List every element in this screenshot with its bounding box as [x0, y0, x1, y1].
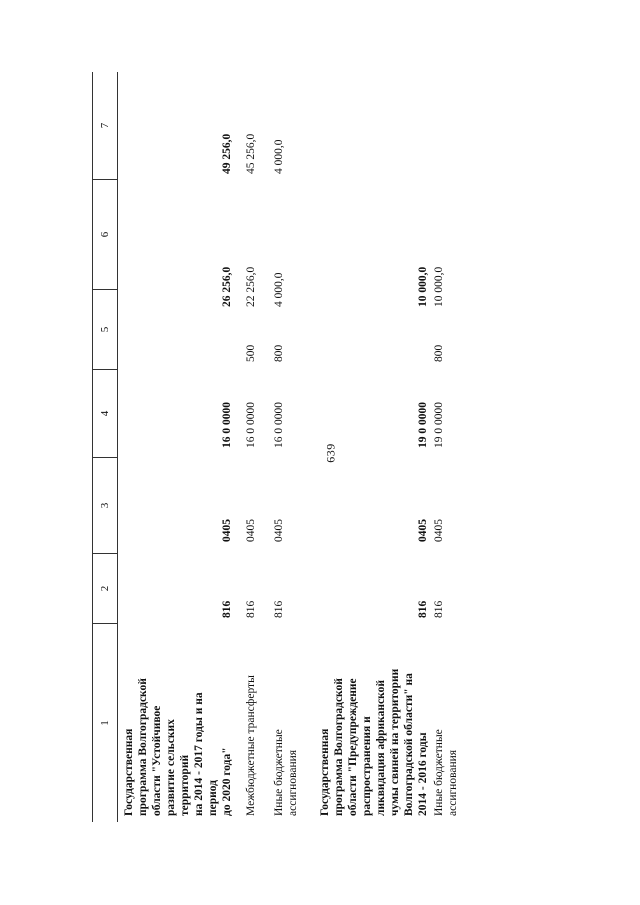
row-name-line: до 2020 года": [221, 747, 233, 816]
row-sum-2: 4 000,0: [273, 139, 285, 174]
row-rzpr: 0405: [433, 519, 445, 542]
row-vr: 800: [433, 344, 445, 362]
row-sum-2: 49 256,0: [221, 133, 233, 174]
row-name: [244, 626, 258, 816]
row-name-line: период: [207, 780, 219, 816]
row-sum-1: 4 000,0: [273, 272, 285, 307]
row-name-line: Волгоградской области" на: [403, 673, 415, 816]
row-rzpr: 0405: [221, 519, 233, 542]
row-vr: 500: [245, 344, 257, 362]
table-row: [244, 72, 258, 822]
row-name-line: Иные бюджетные: [433, 729, 445, 816]
budget-table: [92, 72, 459, 822]
row-csr: 19 0 0000: [433, 402, 445, 448]
column-header-3: 3: [93, 458, 117, 554]
row-rzpr: 0405: [417, 519, 429, 542]
row-name-line: программа Волгоградской: [137, 678, 149, 816]
row-csr: 16 0 0000: [221, 402, 233, 448]
row-sum-1: 22 256,0: [245, 266, 257, 307]
table-row: [318, 72, 430, 822]
table-row: [272, 72, 300, 822]
row-sum-1: 26 256,0: [221, 266, 233, 307]
row-name-line: территорий: [179, 754, 191, 816]
row-name-line: ассигнования: [287, 749, 299, 816]
row-name-line: Межбюджетные трансферты: [245, 675, 257, 816]
row-name-line: ликвидация африканской: [375, 680, 387, 816]
row-sum-2: 45 256,0: [245, 133, 257, 174]
row-rzpr: 0405: [245, 519, 257, 542]
row-vr: 800: [273, 344, 285, 362]
row-name-line: распространения и: [361, 716, 373, 816]
row-name: [318, 626, 430, 816]
row-name-line: 2014 - 2016 годы: [417, 732, 429, 816]
row-rzpr: 0405: [273, 519, 285, 542]
column-header-7: 7: [93, 72, 117, 180]
row-csr: 16 0 0000: [245, 402, 257, 448]
column-header-1: 1: [99, 720, 111, 726]
row-name: [122, 626, 234, 816]
row-name-line: чумы свиней на территории: [389, 668, 401, 816]
row-csr: 16 0 0000: [273, 402, 285, 448]
column-header-5: 5: [93, 290, 117, 370]
row-sum-1: 10 000,0: [433, 266, 445, 307]
column-header-4: 4: [93, 370, 117, 458]
row-name-line: Иные бюджетные: [273, 729, 285, 816]
row-name: [432, 626, 460, 816]
row-name-line: Государственная: [319, 728, 331, 816]
row-ved: 816: [273, 600, 285, 618]
row-name-line: Государственная: [123, 728, 135, 816]
row-name-line: ассигнования: [447, 749, 459, 816]
table-header-row: [92, 72, 118, 822]
row-ved: 816: [433, 600, 445, 618]
row-name: [272, 626, 300, 816]
table-row: [432, 72, 460, 822]
row-name-line: развитие сельских: [165, 719, 177, 816]
column-header-6: 6: [93, 180, 117, 290]
row-name-line: области "Предупреждение: [347, 678, 359, 816]
row-sum-1: 10 000,0: [417, 266, 429, 307]
row-ved: 816: [245, 600, 257, 618]
row-csr: 19 0 0000: [417, 402, 429, 448]
row-ved: 816: [221, 600, 233, 618]
row-name-line: программа Волгоградской: [333, 678, 345, 816]
row-ved: 816: [417, 600, 429, 618]
row-name-line: области "Устойчивое: [151, 705, 163, 816]
table-row: [122, 72, 234, 822]
page-number: 639: [323, 443, 338, 463]
row-name-line: на 2014 - 2017 годы и на: [193, 692, 205, 816]
column-header-2: 2: [93, 554, 117, 624]
